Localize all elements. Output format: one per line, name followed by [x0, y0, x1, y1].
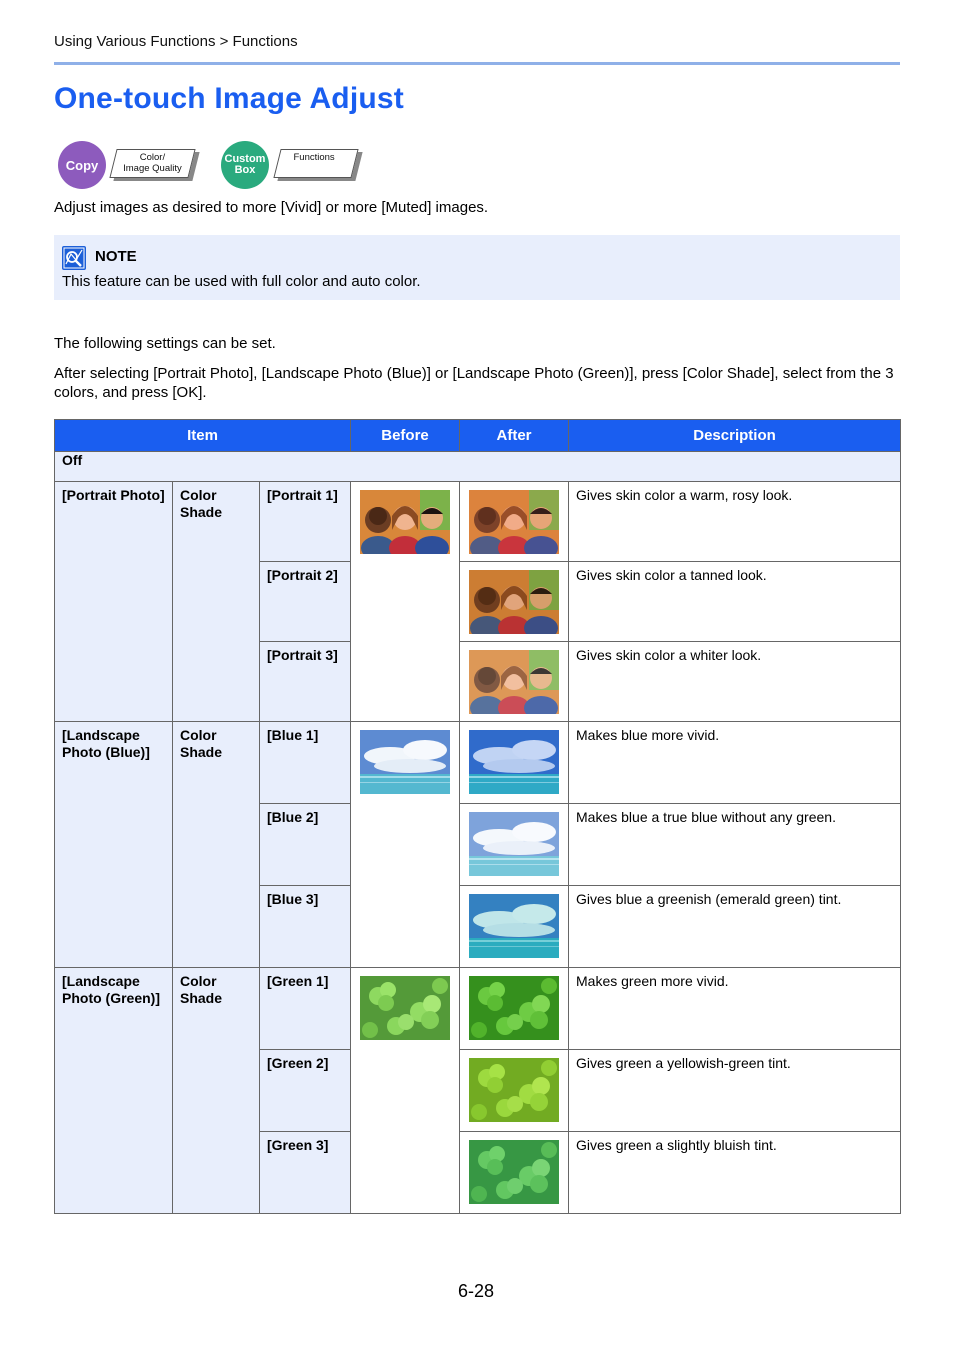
description: Gives green a yellowish-green tint.	[569, 1050, 901, 1132]
option-label: [Portrait 1]	[260, 482, 351, 562]
after-image-cell	[460, 562, 569, 642]
sub-color-shade: Color Shade	[173, 968, 260, 1214]
description: Makes blue more vivid.	[569, 722, 901, 804]
after-green-2-image	[469, 1058, 559, 1122]
option-label: [Portrait 3]	[260, 642, 351, 722]
custom-box-mode-icon: Custom Box	[221, 141, 269, 189]
table-row	[55, 722, 901, 804]
after-blue-3-image	[469, 894, 559, 958]
description: Gives green a slightly bluish tint.	[569, 1132, 901, 1214]
before-portrait-image	[360, 490, 450, 554]
description: Makes green more vivid.	[569, 968, 901, 1050]
table-row-off	[55, 452, 901, 482]
header-description: Description	[569, 420, 901, 452]
after-portrait-1-image	[469, 490, 559, 554]
after-portrait-3-image	[469, 650, 559, 714]
header-item: Item	[55, 420, 351, 452]
header-divider	[54, 62, 900, 65]
copy-mode-icon: Copy	[58, 141, 106, 189]
description: Gives skin color a warm, rosy look.	[569, 482, 901, 562]
before-image-cell	[351, 482, 460, 722]
after-blue-1-image	[469, 730, 559, 794]
off-label: Off	[55, 452, 901, 482]
page-title: One-touch Image Adjust	[54, 82, 404, 115]
option-label: [Blue 1]	[260, 722, 351, 804]
before-image-cell	[351, 968, 460, 1214]
after-image-cell	[460, 886, 569, 968]
note-box	[54, 235, 900, 300]
option-label: [Blue 3]	[260, 886, 351, 968]
before-green-image	[360, 976, 450, 1040]
after-blue-2-image	[469, 812, 559, 876]
item-landscape-green: [Landscape Photo (Green)]	[55, 968, 173, 1214]
after-image-cell	[460, 1132, 569, 1214]
settings-intro: The following settings can be set.	[54, 335, 276, 352]
note-text: This feature can be used with full color and auto color.	[62, 273, 421, 290]
before-image-cell	[351, 722, 460, 968]
color-image-quality-key	[109, 149, 195, 178]
instruction-text: After selecting [Portrait Photo], [Landscape Photo (Blue)] or [Landscape Photo (Green)], press [Color Shade], select from the 3 colors, and press [OK].	[54, 365, 894, 401]
header-after: After	[460, 420, 569, 452]
table-row	[55, 482, 901, 562]
after-image-cell	[460, 482, 569, 562]
description: Gives blue a greenish (emerald green) tint.	[569, 886, 901, 968]
sub-color-shade: Color Shade	[173, 482, 260, 722]
functions-key	[273, 149, 358, 178]
settings-table	[54, 419, 901, 1214]
description: Gives skin color a tanned look.	[569, 562, 901, 642]
after-image-cell	[460, 642, 569, 722]
header-before: Before	[351, 420, 460, 452]
option-label: [Green 1]	[260, 968, 351, 1050]
after-portrait-2-image	[469, 570, 559, 634]
note-title: NOTE	[95, 248, 137, 265]
after-image-cell	[460, 722, 569, 804]
after-image-cell	[460, 968, 569, 1050]
intro-text: Adjust images as desired to more [Vivid] or more [Muted] images.	[54, 199, 489, 216]
item-landscape-blue: [Landscape Photo (Blue)]	[55, 722, 173, 968]
after-image-cell	[460, 804, 569, 886]
sub-color-shade: Color Shade	[173, 722, 260, 968]
after-green-1-image	[469, 976, 559, 1040]
after-green-3-image	[469, 1140, 559, 1204]
breadcrumb: Using Various Functions > Functions	[54, 33, 298, 50]
description: Makes blue a true blue without any green.	[569, 804, 901, 886]
description: Gives skin color a whiter look.	[569, 642, 901, 722]
color-image-quality-key-label: Color/ Image Quality	[123, 152, 182, 174]
before-blue-image	[360, 730, 450, 794]
page-number: 6-28	[458, 1281, 495, 1301]
item-portrait-photo: [Portrait Photo]	[55, 482, 173, 722]
note-magnifier-icon	[62, 246, 86, 270]
option-label: [Blue 2]	[260, 804, 351, 886]
option-label: [Green 2]	[260, 1050, 351, 1132]
functions-key-label: Functions	[293, 152, 335, 163]
table-row	[55, 968, 901, 1050]
table-header-row	[55, 420, 901, 452]
after-image-cell	[460, 1050, 569, 1132]
option-label: [Portrait 2]	[260, 562, 351, 642]
option-label: [Green 3]	[260, 1132, 351, 1214]
